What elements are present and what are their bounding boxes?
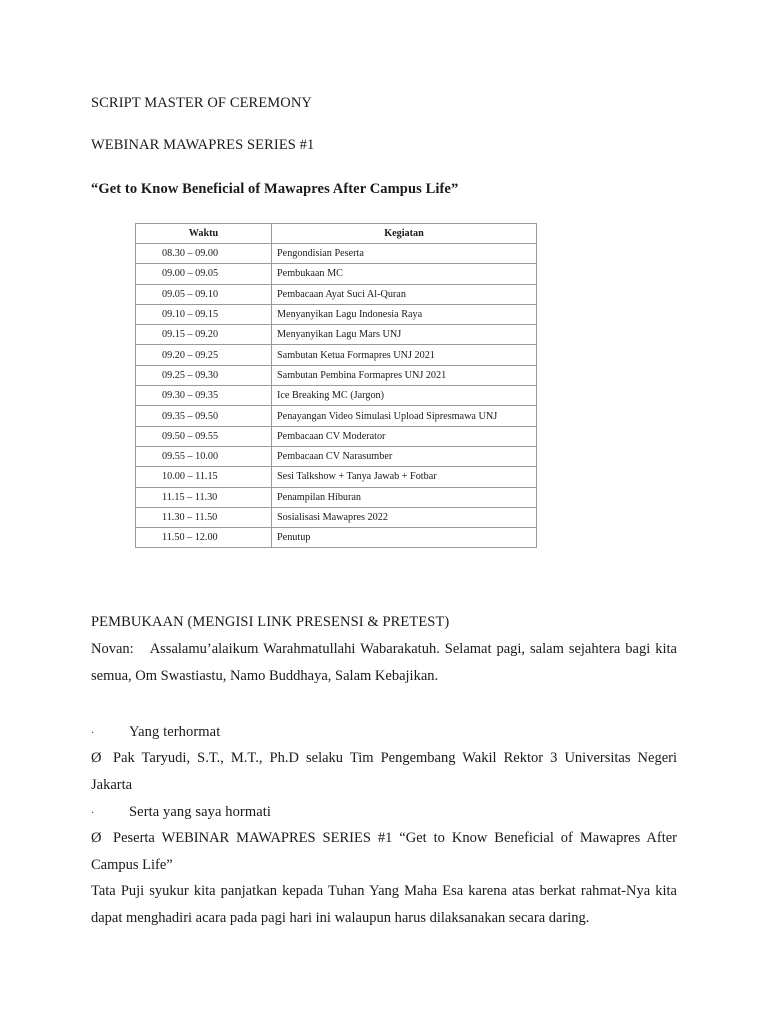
document-title: SCRIPT MASTER OF CEREMONY xyxy=(91,95,312,111)
bullet-dot: · xyxy=(91,728,95,739)
table-row xyxy=(136,386,537,406)
section-heading: PEMBUKAAN (MENGISI LINK PRESENSI & PRETEST) xyxy=(91,614,450,630)
activity-cell: Menyanyikan Lagu Indonesia Raya xyxy=(272,304,537,324)
activity-cell: Sambutan Ketua Formapres UNJ 2021 xyxy=(272,345,537,365)
event-title: WEBINAR MAWAPRES SERIES #1 xyxy=(91,137,315,153)
header-activity: Kegiatan xyxy=(272,224,537,244)
table-row xyxy=(136,264,537,284)
closing-paragraph: Tata Puji syukur kita panjatkan kepada Tuhan Yang Maha Esa karena atas berkat rahmat-Nya kita dapat menghadiri acara pada pagi hari ini walaupun harus dilaksanakan secara daring. xyxy=(91,883,677,926)
activity-cell: Ice Breaking MC (Jargon) xyxy=(272,386,537,406)
activity-cell: Menyanyikan Lagu Mars UNJ xyxy=(272,325,537,345)
activity-cell: Pembacaan CV Narasumber xyxy=(272,446,537,466)
table-row xyxy=(136,365,537,385)
time-cell: 09.50 – 09.55 xyxy=(136,426,272,446)
time-cell: 09.00 – 09.05 xyxy=(136,264,272,284)
time-cell: 09.30 – 09.35 xyxy=(136,386,272,406)
time-cell: 09.20 – 09.25 xyxy=(136,345,272,365)
table-row xyxy=(136,467,537,487)
bullet-item-honored xyxy=(91,723,220,743)
activity-cell: Pembacaan CV Moderator xyxy=(272,426,537,446)
time-cell: 09.55 – 10.00 xyxy=(136,446,272,466)
table-row xyxy=(136,244,537,264)
table-row xyxy=(136,507,537,527)
time-cell: 09.10 – 09.15 xyxy=(136,304,272,324)
time-cell: 08.30 – 09.00 xyxy=(136,244,272,264)
time-cell: 11.15 – 11.30 xyxy=(136,487,272,507)
activity-cell: Penayangan Video Simulasi Upload Sipresmawa UNJ xyxy=(272,406,537,426)
table-row xyxy=(136,426,537,446)
honored-intro: Yang terhormat xyxy=(129,724,221,740)
time-cell: 09.35 – 09.50 xyxy=(136,406,272,426)
arrow-bullet: Ø xyxy=(91,750,102,766)
speaker-label: Novan: xyxy=(91,641,134,657)
activity-cell: Penutup xyxy=(272,528,537,548)
schedule-header-row xyxy=(136,224,537,244)
activity-cell: Pembacaan Ayat Suci Al-Quran xyxy=(272,284,537,304)
respected-intro: Serta yang saya hormati xyxy=(129,804,272,820)
table-row xyxy=(136,325,537,345)
activity-cell: Sambutan Pembina Formapres UNJ 2021 xyxy=(272,365,537,385)
activity-cell: Sosialisasi Mawapres 2022 xyxy=(272,507,537,527)
arrow-item-respected xyxy=(91,825,677,879)
time-cell: 09.15 – 09.20 xyxy=(136,325,272,345)
arrow-item-honored xyxy=(91,745,677,799)
table-row xyxy=(136,345,537,365)
table-row xyxy=(136,284,537,304)
greeting-paragraph xyxy=(91,636,677,690)
activity-cell: Pengondisian Peserta xyxy=(272,244,537,264)
time-cell: 10.00 – 11.15 xyxy=(136,467,272,487)
respected-audience: Peserta WEBINAR MAWAPRES SERIES #1 “Get to Know Beneficial of Mawapres After Campus Life” xyxy=(91,830,677,873)
bullet-item-respected xyxy=(91,803,271,823)
table-row xyxy=(136,446,537,466)
time-cell: 11.50 – 12.00 xyxy=(136,528,272,548)
time-cell: 09.25 – 09.30 xyxy=(136,365,272,385)
header-time: Waktu xyxy=(136,224,272,244)
event-theme: “Get to Know Beneficial of Mawapres After Campus Life” xyxy=(91,181,459,197)
schedule-table xyxy=(135,223,537,548)
activity-cell: Pembukaan MC xyxy=(272,264,537,284)
table-row xyxy=(136,304,537,324)
time-cell: 09.05 – 09.10 xyxy=(136,284,272,304)
activity-cell: Penampilan Hiburan xyxy=(272,487,537,507)
time-cell: 11.30 – 11.50 xyxy=(136,507,272,527)
honored-person: Pak Taryudi, S.T., M.T., Ph.D selaku Tim Pengembang Wakil Rektor 3 Universitas Negeri Jakarta xyxy=(91,750,677,793)
bullet-dot: · xyxy=(91,808,95,819)
table-row xyxy=(136,406,537,426)
table-row xyxy=(136,487,537,507)
arrow-bullet: Ø xyxy=(91,830,102,846)
table-row xyxy=(136,528,537,548)
greeting-text: Assalamu’alaikum Warahmatullahi Wabarakatuh. Selamat pagi, salam sejahtera bagi kita semua, Om Swastiastu, Namo Buddhaya, Salam Kebajikan. xyxy=(91,641,677,684)
activity-cell: Sesi Talkshow + Tanya Jawab + Fotbar xyxy=(272,467,537,487)
